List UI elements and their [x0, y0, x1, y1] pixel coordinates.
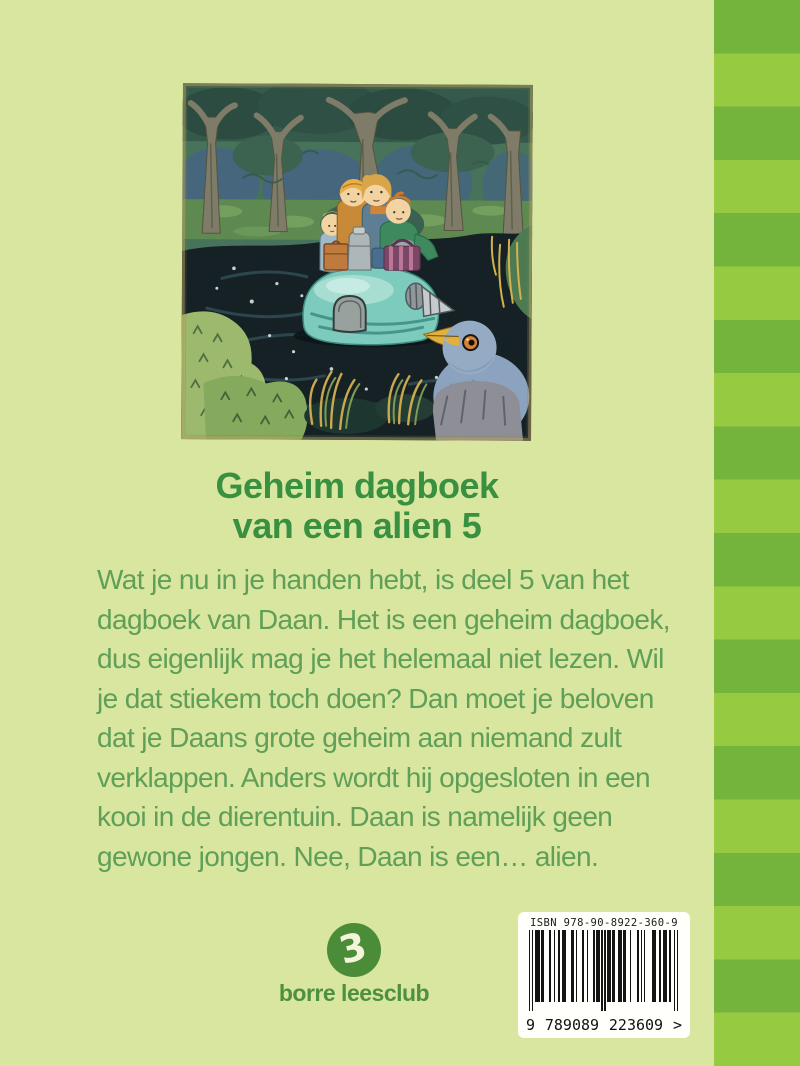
isbn-label: ISBN 978-90-8922-360-9 [530, 917, 678, 929]
barcode-arrow: > [672, 1016, 682, 1034]
cover-illustration-art [181, 83, 533, 441]
description-line: dus eigenlijk mag je het helemaal niet lezen. Wil [97, 643, 664, 674]
barcode [518, 912, 690, 1038]
description-line: Wat je nu in je handen hebt, is deel 5 van het [97, 564, 629, 595]
logo-wordmark: borre leesclub [278, 980, 430, 1006]
barcode-right-group: 223609 [608, 1016, 664, 1034]
description-line: dagboek van Daan. Het is een geheim dagboek, [97, 603, 670, 635]
book-title-line1: Geheim dagboek [215, 465, 499, 506]
book-title-line2: van een alien 5 [232, 505, 482, 546]
bookclub-logo-icon [327, 923, 381, 977]
barcode-digits [526, 1016, 682, 1034]
logo-mark: 3 [334, 923, 371, 973]
barcode-first-digit: 9 [526, 1016, 536, 1034]
description-line: verklappen. Anders wordt hij opgesloten in een [97, 761, 651, 793]
cover-illustration [181, 83, 533, 441]
description-line: dat je Daans grote geheim aan niemand zult [97, 722, 622, 753]
description-line: gewone jongen. Nee, Daan is een… alien. [97, 840, 599, 872]
book-title [97, 466, 617, 546]
barcode-bars [529, 930, 680, 1012]
back-cover-description [97, 560, 670, 876]
barcode-left-group: 789089 [544, 1016, 600, 1034]
description-line: je dat stiekem toch doen? Dan moet je beloven [97, 682, 654, 714]
striped-edge-band [714, 0, 800, 1066]
description-line: kooi in de dierentuin. Daan is namelijk geen [97, 801, 613, 832]
